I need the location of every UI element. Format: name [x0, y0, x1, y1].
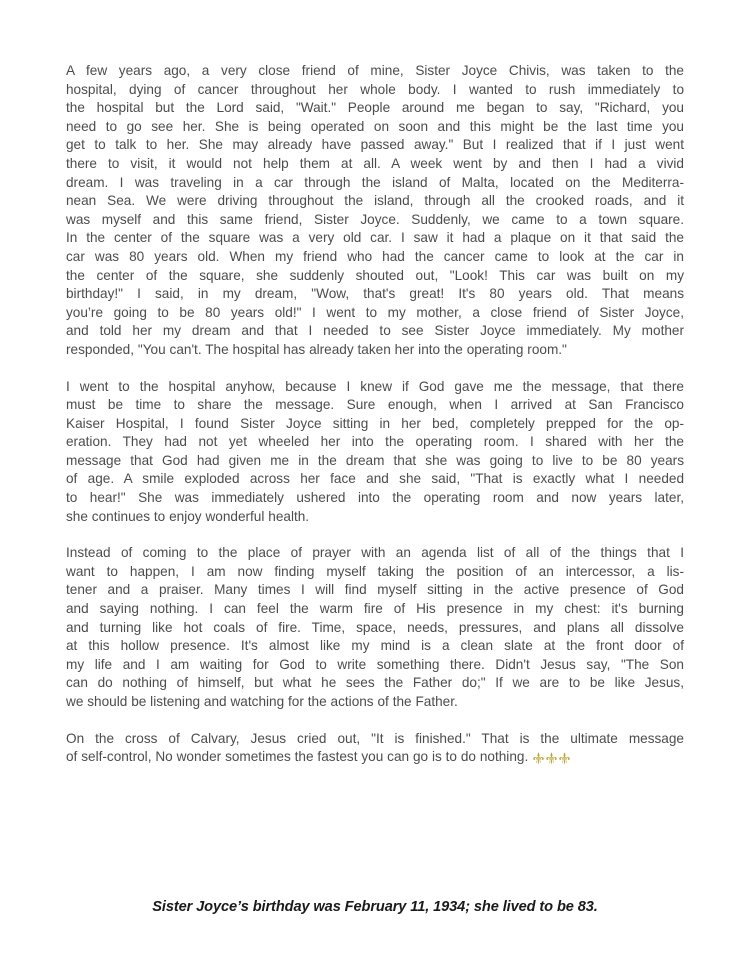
text-line: Kaiser Hospital, I found Sister Joyce sitting in her bed, completely prepped for the op-	[66, 415, 684, 431]
text-line: car was 80 years old. When my friend who had the cancer came to look at the car in	[66, 248, 684, 264]
text-line: hospital, dying of cancer throughout her whole body. I wanted to rush immediately to	[66, 81, 684, 97]
text-line: Instead of coming to the place of prayer with an agenda list of all of the things that I	[66, 545, 684, 561]
text-line: get to talk to her. She may already have passed away." But I realized that if I just went	[66, 137, 684, 153]
text-line: nean Sea. We were driving throughout the island, through all the crooked roads, and it	[66, 193, 684, 209]
text-line: to hear!" She was immediately ushered into the operating room and now years later,	[66, 490, 684, 506]
fleur-de-lis-icon	[533, 752, 544, 765]
text-line: she continues to enjoy wonderful health.	[66, 508, 310, 524]
text-line: can do nothing of himself, but what he sees the Father do;" If we are to be like Jesus,	[66, 675, 684, 691]
text-line: the hospital but the Lord said, "Wait." People around me began to say, "Richard, you	[66, 100, 684, 116]
text-line: and saying nothing. I can feel the warm fire of His presence in my chest: it's burning	[66, 601, 684, 617]
text-line: In the center of the square was a very old car. I saw it had a plaque on it that said the	[66, 230, 684, 246]
text-line: we should be listening and watching for the actions of the Father.	[66, 694, 458, 709]
paragraph-4	[66, 730, 684, 768]
text-line: On the cross of Calvary, Jesus cried out, "It is finished." That is the ultimate message	[66, 730, 684, 746]
footnote-caption: Sister Joyce’s birthday was February 11, 1934; she lived to be 83.	[152, 899, 598, 915]
text-line: at this hollow presence. It's almost like my mind is a clean slate at the front door of	[66, 638, 684, 654]
text-line: tener and a praiser. Many times I will find myself sitting in the active presence of God	[66, 582, 684, 598]
text-line: of self-control, No wonder sometimes the fastest you can go is to do nothing.	[66, 749, 529, 765]
text-line: there to visit, it would not help them at all. A week went by and then I had a vivid	[66, 155, 684, 171]
text-line: my life and I am waiting for God to write something there. Didn't Jesus say, "The Son	[66, 656, 684, 672]
ornament-group	[533, 749, 570, 768]
document-body-text	[66, 62, 684, 768]
text-line: dream. I was traveling in a car through the island of Malta, located on the Mediterra-	[66, 174, 684, 190]
text-line: the center of the square, she suddenly shouted out, "Look! This car was built on my	[66, 267, 684, 283]
fleur-de-lis-icon	[559, 752, 570, 765]
fleur-de-lis-icon	[546, 752, 557, 765]
text-line: want to happen, I am now finding myself taking the position of an intercessor, a lis-	[66, 563, 684, 579]
text-line-with-ornaments	[66, 748, 684, 768]
text-line: was myself and this same friend, Sister Joyce. Suddenly, we came to a town square.	[66, 211, 684, 227]
text-line: you’re going to be 80 years old!" I went to my mother, a close friend of Sister Joyce,	[66, 304, 684, 320]
paragraph-3	[66, 544, 684, 711]
text-line: A few years ago, a very close friend of mine, Sister Joyce Chivis, was taken to the	[66, 63, 684, 78]
paragraph-1	[66, 62, 684, 360]
text-line: of age. A smile exploded across her face and she said, "That is exactly what I needed	[66, 471, 684, 487]
text-line: need to go see her. She is being operated on soon and this might be the last time you	[66, 118, 684, 134]
text-line: message that God had given me in the dream that she was going to live to be 80 years	[66, 452, 684, 468]
text-line: I went to the hospital anyhow, because I knew if God gave me the message, that there	[66, 378, 684, 394]
text-line: and told her my dream and that I needed to see Sister Joyce immediately. My mother	[66, 323, 684, 339]
text-line: and turning like hot coals of fire. Time, space, needs, pressures, and plans all dissolve	[66, 619, 684, 635]
paragraph-2	[66, 378, 684, 527]
text-line: responded, "You can't. The hospital has already taken her into the operating room."	[66, 341, 567, 357]
text-line: birthday!" I said, in my dream, "Wow, that's great! It's 80 years old. That means	[66, 286, 684, 302]
text-line: must be time to share the message. Sure enough, when I arrived at San Francisco	[66, 397, 684, 413]
text-line: eration. They had not yet wheeled her into the operating room. I shared with her the	[66, 434, 684, 450]
